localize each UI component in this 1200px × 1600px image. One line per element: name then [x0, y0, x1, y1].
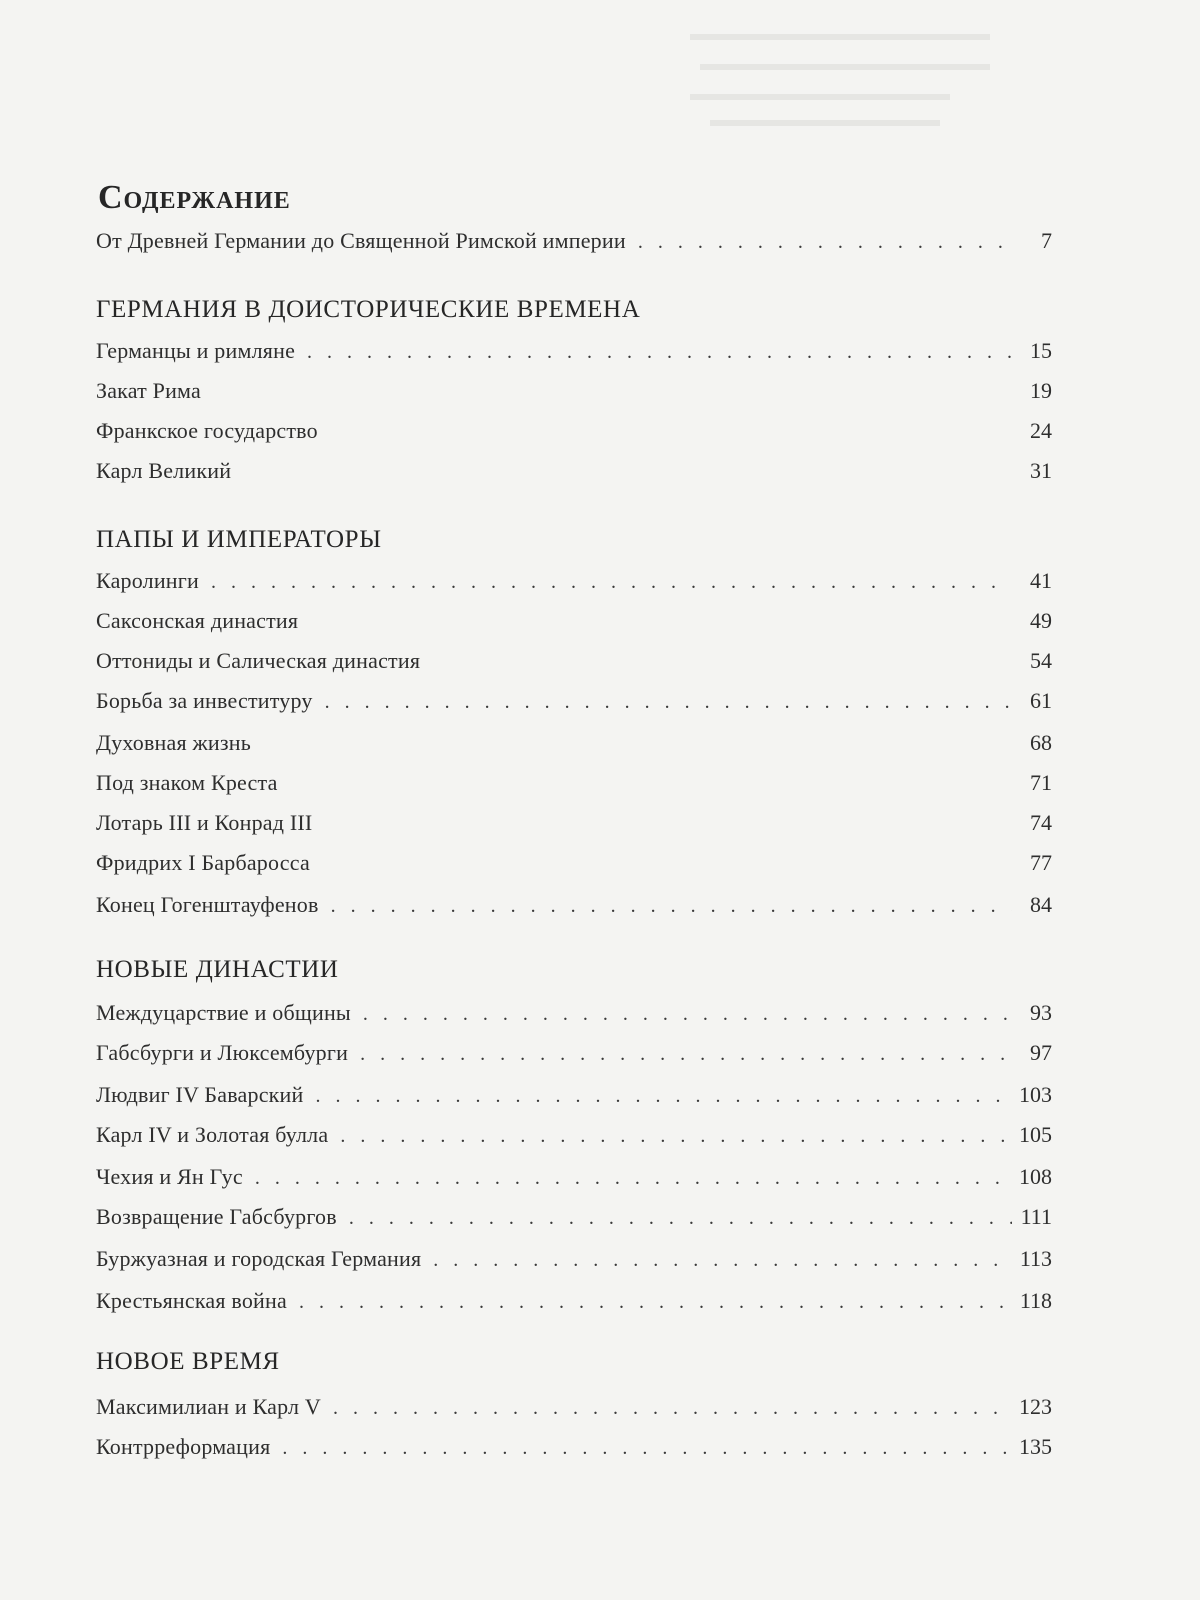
toc-entry: [96, 730, 1052, 766]
toc-entry: [96, 338, 1052, 374]
toc-entry: [96, 892, 1052, 928]
toc-entry-label: Возвращение Габсбургов: [96, 1204, 337, 1229]
toc-entry: [96, 378, 1052, 414]
toc-entry-label: Крестьянская война: [96, 1288, 287, 1313]
dot-leader: [433, 1249, 1012, 1272]
dot-leader: [638, 231, 1012, 254]
toc-entry: [96, 608, 1052, 644]
dot-leader: [316, 1085, 1013, 1108]
section-heading: НОВЫЕ ДИНАСТИИ: [96, 956, 339, 983]
toc-entry: [96, 1204, 1052, 1240]
toc-page-number: 15: [1030, 338, 1052, 363]
toc-entry-label: Контрреформация: [96, 1434, 271, 1459]
toc-page-number: 19: [1030, 378, 1052, 403]
dot-leader: [211, 571, 1012, 594]
toc-entry-label: Междуцарствие и общины: [96, 1000, 351, 1025]
toc-entry: [96, 1082, 1052, 1118]
toc-page-number: 71: [1030, 770, 1052, 795]
dot-leader: [340, 1125, 1012, 1148]
toc-entry: [96, 1434, 1052, 1470]
section-heading: ПАПЫ И ИМПЕРАТОРЫ: [96, 526, 382, 553]
toc-entry-intro: [96, 228, 1052, 264]
toc-entry: [96, 770, 1052, 806]
page-title: Содержание: [98, 178, 291, 216]
toc-entry: [96, 810, 1052, 846]
toc-page-number: 54: [1030, 648, 1052, 673]
toc-entry-label: Оттониды и Салическая династия: [96, 648, 421, 673]
toc-entry-label: Фридрих I Барбаросса: [96, 850, 310, 875]
toc-page-number: 111: [1020, 1204, 1052, 1229]
toc-entry-label: Саксонская династия: [96, 608, 299, 633]
toc-entry: [96, 1394, 1052, 1430]
toc-entry: [96, 1246, 1052, 1282]
toc-page-number: 7: [1041, 228, 1052, 253]
toc-entry: [96, 1000, 1052, 1036]
toc-entry-label: Конец Гогенштауфенов: [96, 892, 319, 917]
section-heading: НОВОЕ ВРЕМЯ: [96, 1348, 280, 1375]
toc-entry: [96, 850, 1052, 886]
section-heading: ГЕРМАНИЯ В ДОИСТОРИЧЕСКИЕ ВРЕМЕНА: [96, 296, 641, 323]
toc-page-number: 108: [1019, 1164, 1052, 1189]
dot-leader: [349, 1207, 1012, 1230]
toc-entry-label: Духовная жизнь: [96, 730, 251, 755]
toc-entry-label: Франкское государство: [96, 418, 318, 443]
toc-page-number: 24: [1030, 418, 1052, 443]
bleed-through-decoration: [690, 20, 1020, 130]
toc-entry-label: Габсбурги и Люксембурги: [96, 1040, 349, 1065]
toc-entry: [96, 688, 1052, 724]
toc-page-number: 84: [1030, 892, 1052, 917]
toc-page-number: 105: [1019, 1122, 1052, 1147]
dot-leader: [282, 1437, 1012, 1460]
toc-entry: [96, 1164, 1052, 1200]
toc-entry: [96, 568, 1052, 604]
toc-entry: [96, 418, 1052, 454]
toc-entry-label: Закат Рима: [96, 378, 201, 403]
toc-page-number: 74: [1030, 810, 1052, 835]
toc-entry-label: Под знаком Креста: [96, 770, 278, 795]
toc-page-number: 31: [1030, 458, 1052, 483]
toc-entry: [96, 1122, 1052, 1158]
toc-page-number: 97: [1030, 1040, 1052, 1065]
toc-page-number: 49: [1030, 608, 1052, 633]
dot-leader: [363, 1003, 1012, 1026]
toc-entry: [96, 648, 1052, 684]
toc-entry: [96, 458, 1052, 494]
toc-page-number: 123: [1019, 1394, 1052, 1419]
bleed-through-lines: [690, 20, 1020, 130]
toc-page-number: 68: [1030, 730, 1052, 755]
dot-leader: [331, 895, 1012, 918]
toc-entry-label: Борьба за инвеституру: [96, 688, 313, 713]
toc-entry-label: Германцы и римляне: [96, 338, 296, 363]
toc-page-number: 41: [1030, 568, 1052, 593]
toc-page-number: 135: [1019, 1434, 1052, 1459]
dot-leader: [333, 1397, 1012, 1420]
toc-entry: [96, 1040, 1052, 1076]
toc-page-number: 113: [1019, 1246, 1052, 1271]
dot-leader: [255, 1167, 1012, 1190]
toc-entry-label: Максимилиан и Карл V: [96, 1394, 321, 1419]
toc-page-number: 103: [1019, 1082, 1052, 1107]
toc-entry-label: Буржуазная и городская Германия: [96, 1246, 422, 1271]
toc-page-number: 118: [1019, 1288, 1052, 1313]
toc-entry-label: Людвиг IV Баварский: [96, 1082, 304, 1107]
toc-entry-label: Каролинги: [96, 568, 199, 593]
toc-entry-label: Лотарь III и Конрад III: [96, 810, 313, 835]
dot-leader: [325, 691, 1012, 714]
dot-leader: [299, 1291, 1012, 1314]
toc-entry-label: Карл IV и Золотая булла: [96, 1122, 329, 1147]
toc-page-number: 93: [1030, 1000, 1052, 1025]
toc-entry-label: Чехия и Ян Гус: [96, 1164, 243, 1189]
toc-page-number: 61: [1030, 688, 1052, 713]
toc-entry: [96, 1288, 1052, 1324]
toc-page-number: 77: [1030, 850, 1052, 875]
dot-leader: [307, 341, 1012, 364]
toc-entry-label: Карл Великий: [96, 458, 232, 483]
toc-entry-label: От Древней Германии до Священной Римской империи: [96, 228, 626, 253]
dot-leader: [360, 1043, 1012, 1066]
